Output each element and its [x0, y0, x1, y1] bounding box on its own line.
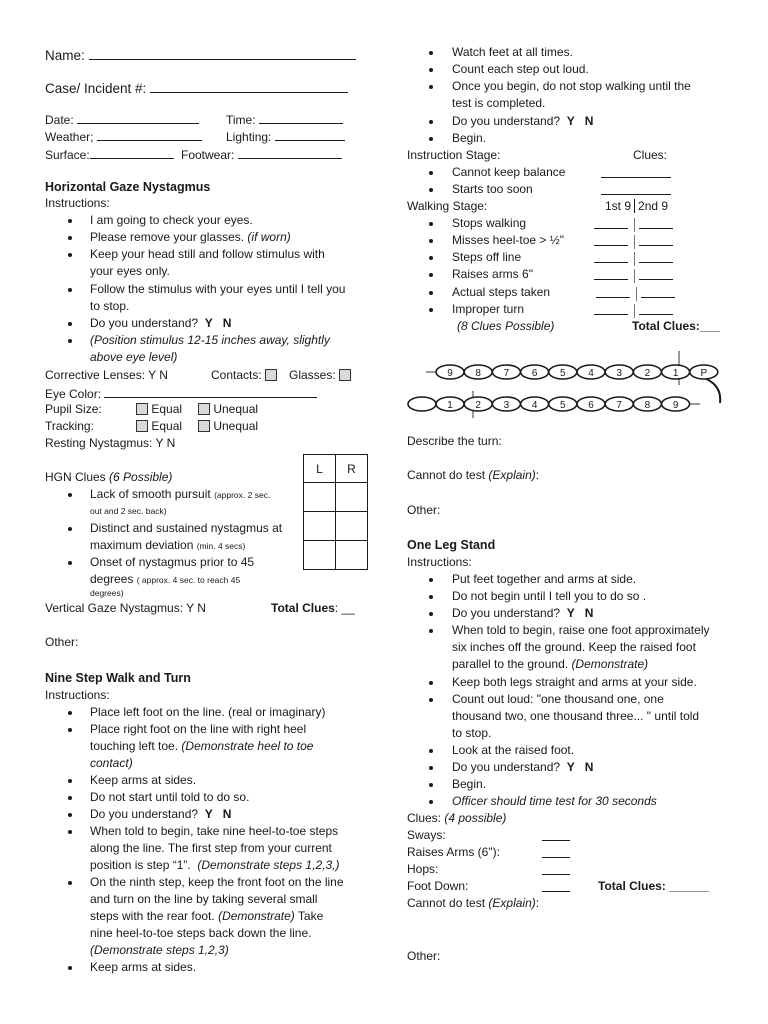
- ols-foot-down-blank[interactable]: [542, 878, 570, 897]
- clue-cell[interactable]: [304, 512, 336, 541]
- no-option[interactable]: N: [584, 606, 594, 620]
- walk-instruction: Begin.: [452, 131, 487, 145]
- bullet: [429, 239, 433, 243]
- bullet: [68, 881, 72, 885]
- bullet: [429, 766, 433, 770]
- hgn-instructions-label: Instructions:: [45, 196, 110, 210]
- footprint-outbound: [577, 365, 605, 379]
- bullet: [429, 188, 433, 192]
- ols-instruction: Begin.: [452, 777, 487, 791]
- bullet: [429, 51, 433, 55]
- hgn-instruction-note: (if worn): [247, 230, 291, 244]
- bullet: [429, 85, 433, 89]
- step-number: 4: [588, 368, 594, 379]
- ols-sways-label: Sways:: [407, 828, 446, 842]
- corrective-lenses-label: Corrective Lenses: Y N: [45, 368, 168, 382]
- footprint-outbound: [492, 365, 520, 379]
- ols-instruction: Count out loud: "one thousand one, one: [452, 692, 664, 706]
- bullet: [68, 561, 72, 565]
- step-number: 3: [616, 368, 622, 379]
- walking-stage-clue: Improper turn: [452, 302, 525, 316]
- bullet: [68, 219, 72, 223]
- understand-text: Do you understand?: [90, 807, 199, 821]
- nine-step-instruction-cont: and turn on the line by taking several small: [90, 892, 318, 906]
- corrective-lenses-row: [45, 367, 168, 384]
- bullet: [429, 783, 433, 787]
- second-nine-header: 2nd 9: [638, 199, 669, 213]
- hgn-clue-note: (min. 4 secs): [196, 541, 246, 551]
- bullet: [429, 171, 433, 175]
- hgn-clue: Distinct and sustained nystagmus at: [90, 521, 283, 535]
- walk-instruction: Count each step out loud.: [452, 62, 589, 76]
- step-number: 9: [447, 368, 453, 379]
- glasses-checkbox[interactable]: [339, 369, 351, 381]
- date-label: Date:: [45, 113, 74, 127]
- ols-clues-possible: (4 possible): [444, 811, 507, 825]
- footprint-return: [436, 397, 464, 411]
- yes-option[interactable]: Y: [566, 114, 575, 128]
- instruction-note: (Demonstrate): [571, 657, 649, 671]
- no-option[interactable]: N: [222, 807, 232, 821]
- bullet: [429, 612, 433, 616]
- ols-instruction: Look at the raised foot.: [452, 743, 575, 757]
- clue-cell[interactable]: [304, 483, 336, 512]
- colon: :: [535, 896, 540, 910]
- nine-step-instruction-cont: along the line. The first step from your current: [90, 841, 332, 855]
- clue-cell[interactable]: [336, 512, 368, 541]
- footprint-outbound: [662, 365, 690, 379]
- ols-understand: [452, 605, 593, 622]
- hgn-clue-text: maximum deviation: [90, 538, 194, 552]
- walk-cannot-do: [407, 467, 539, 484]
- step-number: 3: [503, 400, 510, 411]
- time-blank[interactable]: [259, 110, 343, 124]
- eye-color-label: Eye Color:: [45, 387, 102, 401]
- pupil-unequal-option[interactable]: [198, 401, 258, 418]
- vertical-gaze: Vertical Gaze Nystagmus: Y N: [45, 601, 206, 615]
- nine-step-instruction: Place right foot on the line with right heel: [90, 722, 307, 736]
- nine-step-instruction-cont: [90, 857, 339, 874]
- bullet: [429, 222, 433, 226]
- first-nine-header: 1st 9: [605, 199, 632, 213]
- bullet: [429, 308, 433, 312]
- footwear-blank[interactable]: [238, 145, 342, 159]
- footprint-return: [577, 397, 605, 411]
- ols-understand: [452, 759, 593, 776]
- hgn-other-label: Other:: [45, 635, 79, 649]
- hgn-clue-text: degrees: [90, 572, 134, 586]
- date-blank[interactable]: [77, 110, 199, 124]
- describe-turn-label: Describe the turn:: [407, 434, 502, 448]
- instruction-text: Take: [297, 909, 324, 923]
- eye-color-blank[interactable]: [104, 384, 317, 398]
- no-option[interactable]: N: [584, 114, 594, 128]
- hgn-clue-note: (approx. 2 sec.: [214, 490, 271, 500]
- explain-note: (Explain): [488, 896, 536, 910]
- hgn-instruction-text: Please remove your glasses.: [90, 230, 245, 244]
- ols-instruction-cont: [452, 656, 648, 673]
- step-number: 6: [588, 400, 594, 411]
- footwear-label: Footwear:: [181, 148, 235, 162]
- walking-stage-clue: Actual steps taken: [452, 285, 551, 299]
- instruction-note: (Demonstrate): [218, 909, 295, 923]
- bullet: [68, 711, 72, 715]
- hgn-clue-note: ( approx. 4 sec. to reach 45: [136, 575, 241, 585]
- bullet: [429, 595, 433, 599]
- step-number: 4: [531, 400, 538, 411]
- hgn-total-label: Total Clues: [271, 601, 335, 615]
- clues-header: Clues:: [633, 148, 668, 162]
- hgn-understand: [90, 315, 231, 332]
- bullet: [68, 813, 72, 817]
- ols-cannot-do: [407, 895, 539, 912]
- step-number: 8: [644, 400, 651, 411]
- footprint-diagram: [404, 345, 734, 421]
- bullet: [429, 629, 433, 633]
- clue-cell[interactable]: [304, 541, 336, 570]
- bullet: [429, 800, 433, 804]
- footwear-field[interactable]: [181, 145, 342, 164]
- hgn-clues-table: [303, 454, 368, 570]
- walk-instruction: Watch feet at all times.: [452, 45, 573, 59]
- hgn-clues-text: HGN Clues: [45, 470, 106, 484]
- hgn-clue: Onset of nystagmus prior to 45: [90, 555, 255, 569]
- hgn-position-note-cont: above eye level): [90, 350, 178, 364]
- ols-instruction: Do not begin until I tell you to do so .: [452, 589, 647, 603]
- step-number: 8: [475, 368, 481, 379]
- instruction-note: (Demonstrate heel to toe: [181, 739, 314, 753]
- contacts-option[interactable]: [211, 367, 277, 384]
- footprint-outbound: [436, 365, 464, 379]
- footprint-return: [521, 397, 549, 411]
- understand-text: Do you understand?: [452, 606, 561, 620]
- bullet: [68, 779, 72, 783]
- step-number: 6: [531, 368, 538, 379]
- bullet: [68, 493, 72, 497]
- understand-text: Do you understand?: [452, 114, 561, 128]
- equal-label: Equal: [151, 402, 183, 416]
- footprint-start: [408, 397, 436, 411]
- instruction-stage-clue: Cannot keep balance: [452, 165, 566, 179]
- surface-blank[interactable]: [90, 145, 174, 159]
- ols-hops-label: Hops:: [407, 862, 439, 876]
- nine-step-instruction: Keep arms at sides.: [90, 960, 197, 974]
- bullet: [68, 527, 72, 531]
- one-leg-stand-title: One Leg Stand: [407, 538, 496, 552]
- equal-label: Equal: [151, 419, 183, 433]
- nine-step-title: Nine Step Walk and Turn: [45, 671, 191, 685]
- ols-instruction: When told to begin, raise one foot approximately: [452, 623, 710, 637]
- cannot-do-text: Cannot do test: [407, 896, 486, 910]
- contacts-label: Contacts:: [211, 368, 262, 382]
- weather-field[interactable]: [45, 127, 202, 146]
- step-number: 1: [672, 368, 679, 379]
- hgn-clue: [90, 486, 270, 504]
- yes-option[interactable]: Y: [566, 760, 575, 774]
- step-number: 9: [672, 400, 679, 411]
- tracking-equal-checkbox[interactable]: [136, 420, 148, 432]
- hgn-instruction-cont: your eyes only.: [90, 264, 170, 278]
- walk-instruction: Once you begin, do not stop walking until the: [452, 79, 691, 93]
- ols-total-clues[interactable]: Total Clues: ______: [598, 879, 710, 893]
- ols-instruction-note: Officer should time test for 30 seconds: [452, 794, 657, 808]
- col-right-header: R: [336, 455, 368, 483]
- nine-step-instruction: Do not start until told to do so.: [90, 790, 250, 804]
- ols-clues-text: Clues:: [407, 811, 442, 825]
- hgn-instruction: [90, 229, 291, 246]
- footprint-return: [464, 397, 492, 411]
- eight-clues-possible: (8 Clues Possible): [457, 319, 555, 333]
- bullet: [68, 339, 72, 343]
- walking-stage-clue: Misses heel-toe > ½": [452, 233, 564, 247]
- bullet: [429, 681, 433, 685]
- yes-option[interactable]: Y: [204, 316, 213, 330]
- unequal-label: Unequal: [213, 419, 259, 433]
- footprint-outbound: [605, 365, 633, 379]
- ols-instruction-cont: six inches off the ground. Keep the raised foot: [452, 640, 696, 654]
- nine-step-instruction: On the ninth step, keep the front foot on the line: [90, 875, 344, 889]
- step-number: P: [700, 368, 708, 379]
- ols-instruction-cont: to stop.: [452, 726, 492, 740]
- hgn-instruction: Follow the stimulus with your eyes until I tell you: [90, 282, 346, 296]
- step-number: 1: [447, 400, 453, 411]
- pupil-equal-checkbox[interactable]: [136, 403, 148, 415]
- clue-cell[interactable]: [336, 541, 368, 570]
- hgn-total-clues[interactable]: [271, 600, 355, 617]
- walking-clue-blanks[interactable]: [594, 266, 673, 285]
- footprint-return: [605, 397, 633, 411]
- case-label: Case/ Incident #:: [45, 81, 147, 96]
- nine-step-understand: [90, 806, 231, 823]
- name-label: Name:: [45, 48, 85, 63]
- nine-step-instruction-cont: nine heel-to-toe steps back down the line.: [90, 926, 312, 940]
- instruction-text: position is step “1”.: [90, 858, 191, 872]
- footprint-return: [492, 397, 520, 411]
- nine-step-instruction-cont: [90, 738, 313, 755]
- ols-instructions-label: Instructions:: [407, 555, 472, 569]
- bullet: [68, 322, 72, 326]
- bullet: [68, 728, 72, 732]
- step-number: 7: [616, 400, 622, 411]
- bullet: [68, 288, 72, 292]
- nine-step-instructions-label: Instructions:: [45, 688, 110, 702]
- hgn-clue-cont: [90, 537, 245, 555]
- resting-nystagmus: Resting Nystagmus: Y N: [45, 436, 176, 450]
- bullet: [68, 796, 72, 800]
- bullet: [429, 137, 433, 141]
- bullet: [429, 698, 433, 702]
- hgn-instruction: Keep your head still and follow stimulus with: [90, 247, 325, 261]
- instruction-text: touching left toe.: [90, 739, 179, 753]
- walking-stage-clue: Stops walking: [452, 216, 527, 230]
- bullet: [68, 966, 72, 970]
- bullet: [429, 120, 433, 124]
- contacts-checkbox[interactable]: [265, 369, 277, 381]
- bullet: [429, 291, 433, 295]
- hgn-clue-note-cont: degrees): [90, 588, 124, 598]
- hgn-instruction: I am going to check your eyes.: [90, 213, 253, 227]
- walking-stage-clue: Raises arms 6": [452, 267, 533, 281]
- colon: :: [535, 468, 540, 482]
- nine-step-instruction-cont: [90, 908, 323, 925]
- hgn-clue-text: Lack of smooth pursuit: [90, 487, 211, 501]
- glasses-label: Glasses:: [289, 368, 336, 382]
- pupil-size-label: Pupil Size:: [45, 402, 102, 416]
- lighting-label: Lighting:: [226, 130, 272, 144]
- footprint-outbound: [464, 365, 492, 379]
- bullet: [429, 578, 433, 582]
- bullet: [68, 236, 72, 240]
- walking-stage-columns: [605, 198, 668, 215]
- ols-clues-label: [407, 810, 506, 827]
- glasses-option[interactable]: [289, 367, 351, 384]
- bullet: [68, 830, 72, 834]
- tracking-label: Tracking:: [45, 419, 94, 433]
- walk-instruction-cont: test is completed.: [452, 96, 546, 110]
- nine-step-instruction-cont: (Demonstrate steps 1,2,3): [90, 943, 229, 957]
- clue-cell[interactable]: [336, 483, 368, 512]
- hgn-title: Horizontal Gaze Nystagmus: [45, 180, 211, 194]
- no-option[interactable]: N: [222, 316, 232, 330]
- lighting-field[interactable]: [226, 127, 345, 146]
- bullet: [429, 749, 433, 753]
- hgn-clue-note-cont: out and 2 sec. back): [90, 506, 167, 516]
- nine-step-instruction: Keep arms at sides.: [90, 773, 197, 787]
- understand-text: Do you understand?: [90, 316, 199, 330]
- instruction-stage-label: Instruction Stage:: [407, 148, 501, 162]
- surface-label: Surface:: [45, 148, 90, 162]
- footprint-return: [633, 397, 661, 411]
- yes-option[interactable]: Y: [566, 606, 575, 620]
- ols-instruction: Keep both legs straight and arms at your side.: [452, 675, 697, 689]
- understand-text: Do you understand?: [452, 760, 561, 774]
- bullet: [429, 256, 433, 260]
- hgn-clues-label: [45, 469, 172, 486]
- unequal-label: Unequal: [213, 402, 259, 416]
- name-blank[interactable]: [89, 46, 356, 60]
- explain-note: (Explain): [488, 468, 536, 482]
- tracking-unequal-option[interactable]: [198, 418, 258, 435]
- bullet: [429, 68, 433, 72]
- lighting-blank[interactable]: [275, 127, 345, 141]
- walk-total-clues[interactable]: Total Clues:___: [632, 319, 720, 333]
- footprint-return: [662, 397, 690, 411]
- footprint-outbound: [690, 365, 718, 379]
- walk-other-label: Other:: [407, 503, 441, 517]
- pupil-unequal-checkbox[interactable]: [198, 403, 210, 415]
- col-left-header: L: [304, 455, 336, 483]
- instruction-note: (Demonstrate steps 1,2,3,): [197, 858, 340, 872]
- footprint-outbound: [549, 365, 577, 379]
- ols-instruction: Put feet together and arms at side.: [452, 572, 637, 586]
- walking-stage-clue: Steps off line: [452, 250, 522, 264]
- case-field[interactable]: [45, 79, 348, 97]
- step-number: 2: [475, 400, 481, 411]
- step-number: 7: [503, 368, 510, 379]
- pupil-equal-option[interactable]: [136, 401, 182, 418]
- instruction-text: steps with the rear foot.: [90, 909, 215, 923]
- footprint-return: [549, 397, 577, 411]
- nine-step-instruction-cont: contact): [90, 756, 133, 770]
- hgn-clues-possible: (6 Possible): [109, 470, 173, 484]
- ols-other-label: Other:: [407, 949, 441, 963]
- footprint-outbound: [521, 365, 549, 379]
- footprint-outbound: [633, 365, 661, 379]
- tracking-unequal-checkbox[interactable]: [198, 420, 210, 432]
- step-number: 5: [560, 368, 566, 379]
- bullet: [68, 253, 72, 257]
- no-option[interactable]: N: [584, 760, 594, 774]
- tracking-equal-option[interactable]: [136, 418, 182, 435]
- nine-step-instruction: Place left foot on the line. (real or imaginary): [90, 705, 326, 719]
- time-label: Time:: [226, 113, 256, 127]
- nine-step-instruction: When told to begin, take nine heel-to-toe steps: [90, 824, 339, 838]
- weather-label: Weather;: [45, 130, 94, 144]
- surface-field[interactable]: [45, 145, 174, 164]
- hgn-position-note: (Position stimulus 12-15 inches away, slightly: [90, 333, 330, 347]
- hgn-instruction-cont: to stop.: [90, 299, 130, 313]
- cannot-do-text: Cannot do test: [407, 468, 486, 482]
- hgn-total-blank[interactable]: : __: [334, 601, 355, 615]
- step-number: 2: [644, 368, 651, 379]
- instruction-text: parallel to the ground.: [452, 657, 569, 671]
- step-number: 5: [560, 400, 566, 411]
- case-blank[interactable]: [150, 79, 348, 93]
- walking-stage-label: Walking Stage:: [407, 199, 488, 213]
- yes-option[interactable]: Y: [204, 807, 213, 821]
- weather-blank[interactable]: [97, 127, 202, 141]
- walk-understand: [452, 113, 593, 130]
- instruction-stage-clue: Starts too soon: [452, 182, 533, 196]
- ols-raises-label: Raises Arms (6"):: [407, 845, 500, 859]
- ols-instruction-cont: thousand two, one thousand three... " until told: [452, 709, 700, 723]
- ols-foot-down-label: Foot Down:: [407, 879, 469, 893]
- bullet: [429, 273, 433, 277]
- name-field[interactable]: [45, 46, 356, 64]
